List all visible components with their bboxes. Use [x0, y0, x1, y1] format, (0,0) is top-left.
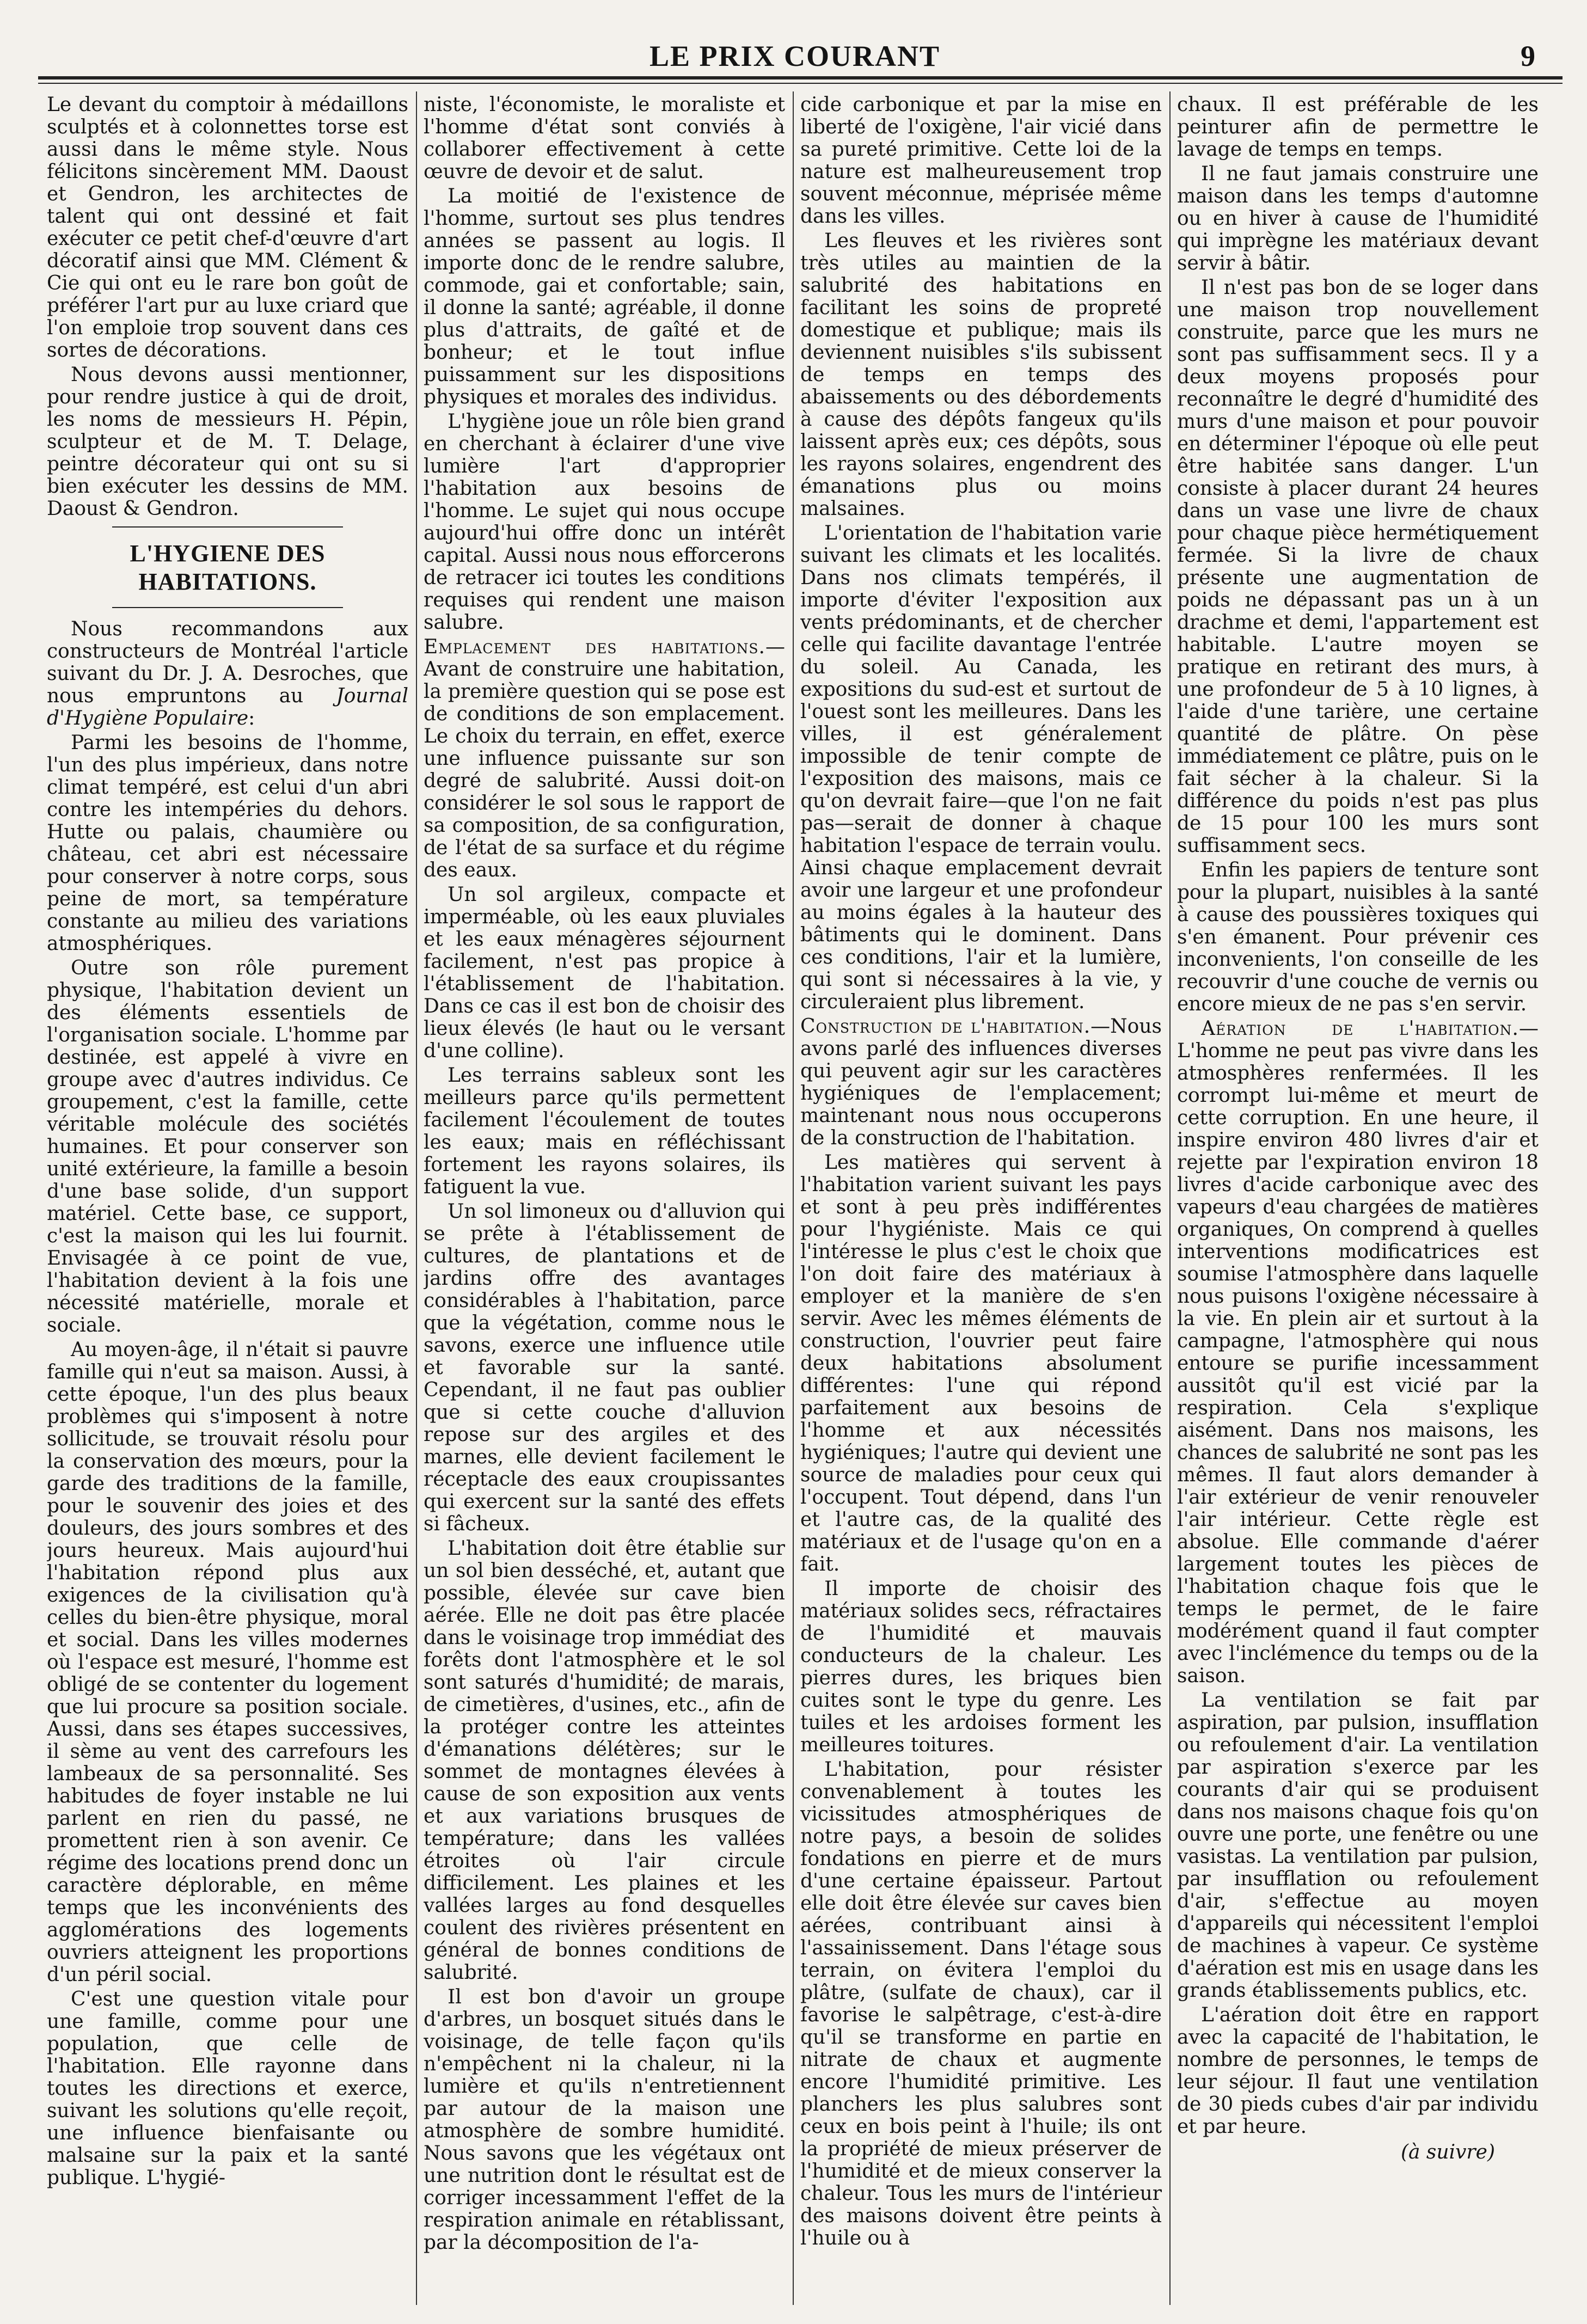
paragraph: [424, 636, 785, 881]
paragraph: Les matières qui servent à l'habitation varient suivant les pays et sont à peu près indifférentes pour l'hygiéniste. Mais ce qui l'intéresse le plus c'est le choix que l'on doit faire des matériaux à employer et la manière de s'en servir. Avec les mêmes éléments de construction, l'ouvrier peut faire deux habitations absolument différentes: l'une qui répond parfaitement aux besoins de l'homme et aux nécessités hygiéniques; l'autre qui devient une source de maladies pour ceux qui l'occupent. Tout dépend, dans l'un et l'autre cas, de la qualité des matériaux et de l'usage qu'on en a fait.: [800, 1151, 1162, 1575]
paragraph: Il n'est pas bon de se loger dans une maison trop nouvellement construite, parce que les murs ne sont pas suffisamment secs. Il y a deux moyens proposés pour reconnaître le degré d'humidité des murs d'une maison et pour pouvoir en déterminer l'époque où elle peut être habitée sans danger. L'un consiste à placer durant 24 heures dans un vase une livre de chaux pour chaque pièce hermétiquement fermée. Si la livre de chaux présente une augmentation de poids ne dépassant pas un à un drachme et demi, l'appartement est habitable. L'autre moyen se pratique en retirant des murs, à une profondeur de 5 à 10 lignes, à l'aide d'une tarière, une certaine quantité de plâtre. On pèse immédiatement ce plâtre, puis on le fait sécher à la chaleur. Si la différence du poids n'est pas plus de 15 pour 100 les murs sont suffisamment secs.: [1177, 277, 1539, 857]
section-divider: [112, 607, 343, 608]
column-divider: [1169, 91, 1171, 2305]
column-4: [1177, 94, 1539, 2304]
masthead-rule-thick: [38, 76, 1563, 79]
article-headline: L'HYGIENE DES HABITATIONS.: [130, 540, 326, 595]
text-run: —Nous avons parlé des influences diverses qui peuvent agir sur les caractères hygiéniques de l'emplacement; maintenant nous nous occuperons de la construction de l'habitation.: [800, 1015, 1162, 1149]
paragraph: La ventilation se fait par aspiration, par pulsion, insufflation ou refoulement d'air. La ventilation par aspiration s'exerce par les courants d'air qui se produisent dans nos maisons chaque fois qu'on ouvre une porte, une fenêtre ou une vasistas. La ventilation par pulsion, par insufflation ou refoulement d'air, s'effectue au moyen d'appareils qui nécessitent l'emploi de machines à vapeur. Ce système d'aération est mis en usage dans les grands établissements publics, etc.: [1177, 1689, 1539, 2002]
paragraph: Outre son rôle purement physique, l'habitation devient un des éléments essentiels de l'organisation sociale. L'homme par destinée, est appelé à vivre en groupe avec d'autres individus. Ce groupement, c'est la famille, cette véritable molécule des sociétés humaines. Et pour conserver son unité extérieure, la famille a besoin d'une base solide, d'un support matériel. Cette base, ce support, c'est la maison qui les lui fournit. Envisagée à ce point de vue, l'habitation devient à la fois une nécessité matérielle, morale et sociale.: [47, 957, 408, 1336]
text-run: —Avant de construire une habitation, la première question qui se pose est de conditions de son emplacement. Le choix du terrain, en effet, exerce une influence puissante sur son degré de salubrité. Aussi doit-on considérer le sol sous le rapport de sa composition, de sa configuration, de l'état de sa surface et du régime des eaux.: [424, 636, 785, 881]
paragraph: Nous devons aussi mentionner, pour rendre justice à qui de droit, les noms de messieurs H. Pépin, sculpteur et de M. T. Delage, peintre décorateur qui ont su si bien exécuter les dessins de MM. Daoust & Gendron.: [47, 364, 408, 520]
paragraph: L'hygiène joue un rôle bien grand en cherchant à éclairer d'une vive lumière l'art d'approprier l'habitation aux besoins de l'homme. Le sujet qui nous occupe aujourd'hui offre donc un intérêt capital. Aussi nous nous efforcerons de retracer ici toutes les conditions requises qui rendent une maison salubre.: [424, 410, 785, 634]
paragraph: C'est une question vitale pour une famille, comme pour une population, que celle de l'habitation. Elle rayonne dans toutes les directions et exerce, suivant les solutions qu'elle reçoit, une influence bienfaisante ou malsaine sur la paix et la santé publique. L'hygié-: [47, 1988, 408, 2189]
subheading: Aération de l'habitation.: [1201, 1017, 1519, 1040]
paragraph: Enfin les papiers de tenture sont pour la plupart, nuisibles à la santé à cause des poussières toxiques qui s'en émanent. Pour prévenir ces inconvenients, l'on conseille de les recouvrir d'une couche de vernis ou encore mieux de ne pas s'en servir.: [1177, 859, 1539, 1015]
paragraph: cide carbonique et par la mise en liberté de l'oxigène, l'air vicié dans sa pureté primitive. Cette loi de la nature est malheureusement trop souvent méconnue, méprisée même dans les villes.: [800, 94, 1162, 228]
paragraph: niste, l'économiste, le moraliste et l'homme d'état sont conviés à collaborer effectivement à cette œuvre de devoir et de salut.: [424, 94, 785, 183]
paragraph: L'habitation, pour résister convenablement à toutes les vicissitudes atmosphériques de notre pays, a besoin de solides fondations en pierre et de murs d'une certaine épaisseur. Partout elle doit être élevée sur caves bien aérées, contribuant ainsi à l'assainissement. Dans l'étage sous terrain, on évitera l'emploi du plâtre, (sulfate de chaux), car il favorise le salpêtrage, c'est-à-dire qu'il se transforme en partie en nitrate de chaux et augmente encore l'humidité primitive. Les planchers les plus salubres sont ceux en bois peint à l'huile; ils ont la propriété de mieux préserver de l'humidité et de mieux conserver la chaleur. Tous les murs de l'intérieur des maisons doivent être peints à l'huile ou à: [800, 1758, 1162, 2249]
paragraph: Le devant du comptoir à médaillons sculptés et à colonnettes torse est aussi dans le même style. Nous félicitons sincèrement MM. Daoust et Gendron, les architectes de talent qui ont dessiné et fait exécuter ce petit chef-d'œuvre d'art décoratif ainsi que MM. Clément & Cie qui ont eu le rare bon goût de préférer l'art pur au luxe criard que l'on emploie trop souvent dans ces sortes de décorations.: [47, 94, 408, 361]
paragraph: La moitié de l'existence de l'homme, surtout ses plus tendres années se passent au logis. Il importe donc de le rendre salubre, commode, gai et confortable; sain, il donne la santé; agréable, il donne plus d'attraits, de gaîté et de bonheur; et le tout influe puissamment sur les dispositions physiques et morales des individus.: [424, 185, 785, 408]
masthead-rule-thin: [38, 83, 1563, 84]
paragraph: Au moyen-âge, il n'était si pauvre famille qui n'eut sa maison. Aussi, à cette époque, l'un des plus beaux problèmes qui s'imposent à notre sollicitude, se trouvait résolu pour la conservation des mœurs, pour la garde des traditions de la famille, pour le souvenir des joies et des douleurs, des jours sombres et des jours heureux. Mais aujourd'hui l'habitation répond plus aux exigences de la civilisation qu'à celles du bien-être physique, moral et social. Dans les villes modernes où l'espace est mesuré, l'homme est obligé de se contenter du logement que lui procure sa position sociale. Aussi, dans ses étapes successives, il sème au vent des carrefours les lambeaux de sa personnalité. Ses habitudes de foyer instable ne lui parlent en rien du passé, ne promettent rien à son avenir. Ce régime des locations prend donc un caractère déplorable, en même temps que les inconvénients des agglomérations des logements ouvriers atteignent les proportions d'un péril social.: [47, 1339, 408, 1986]
newspaper-title: LE PRIX COURANT: [649, 40, 941, 72]
paragraph: Parmi les besoins de l'homme, l'un des plus impérieux, dans notre climat tempéré, est celui d'un abri contre les intempéries du dehors. Hutte ou palais, chaumière ou château, cet abri est nécessaire pour conserver à notre corps, sous peine de mort, sa température constante au milieu des variations atmosphériques.: [47, 732, 408, 955]
paragraph: Les terrains sableux sont les meilleurs parce qu'ils permettent facilement l'écoulement de toutes les eaux; mais en réfléchissant fortement les rayons solaires, ils fatiguent la vue.: [424, 1064, 785, 1198]
masthead: [33, 15, 1557, 81]
paragraph: L'aération doit être en rapport avec la capacité de l'habitation, le nombre de personnes, le temps de leur séjour. Il faut une ventilation de 30 pieds cubes d'air par individu et par heure.: [1177, 2004, 1539, 2138]
paragraph: Il importe de choisir des matériaux solides secs, réfractaires de l'humidité et mauvais conducteurs de la chaleur. Les pierres dures, les briques bien cuites sont le type du genre. Les tuiles et les ardoises forment les meilleures toitures.: [800, 1578, 1162, 1756]
to-be-continued: (à suivre): [1400, 2141, 1495, 2163]
section-divider: [112, 526, 343, 528]
text-run: —L'homme ne peut pas vivre dans les atmosphères renfermées. Il les corrompt lui-même et meurt de cette corruption. En une heure, il inspire environ 480 livres d'air et rejette par l'expiration environ 18 livres d'acide carbonique avec des vapeurs d'eau chargées de matières organiques, On comprend à quelles interventions modificatrices est soumise l'atmosphère dans laquelle nous puisons l'oxigène nécessaire à la vie. En plein air et surtout à la campagne, l'atmosphère qui nous entoure se purifie incessamment aussitôt qu'il est vicié par la respiration. Cela s'explique aisément. Dans nos maisons, les chances de salubrité ne sont pas les mêmes. Il faut alors demander à l'air extérieur de venir renouveler l'air intérieur. Cette règle est absolue. Elle commande d'aérer largement toutes les pièces de l'habitation chaque fois que le temps le permet, de le faire modérément quand il faut compter avec l'inclémence du temps ou de la saison.: [1177, 1017, 1539, 1687]
paragraph: Il ne faut jamais construire une maison dans les temps d'automne ou en hiver à cause de l'humidité qui imprègne les matériaux devant servir à bâtir.: [1177, 163, 1539, 274]
paragraph: Un sol limoneux ou d'alluvion qui se prête à l'établissement de cultures, de plantations et de jardins offre des avantages considérables à l'habitation, parce que la végétation, comme nous le savons, exerce une influence utile et favorable sur la santé. Cependant, il ne faut pas oublier que si cette couche d'alluvion repose sur des argiles et des marnes, elle devient facilement le réceptacle des eaux croupissantes qui exercent sur la santé des effets si fâcheux.: [424, 1200, 785, 1535]
page-number: 9: [1521, 40, 1535, 72]
paragraph: [47, 618, 408, 729]
paragraph: L'orientation de l'habitation varie suivant les climats et les localités. Dans nos climats tempérés, il importe d'éviter l'exposition aux vents prédominants, et de chercher celle qui facilite davantage l'entrée du soleil. Au Canada, les expositions du sud-est et surtout de l'ouest sont les meilleures. Dans les villes, il est généralement impossible de tenir compte de l'exposition des maisons, mais ce qu'on devrait faire—que l'on ne fait pas—serait de donner à chaque habitation l'espace de terrain voulu. Ainsi chaque emplacement devrait avoir une largeur et une profondeur au moins égales à la hauteur des bâtiments qui le dominent. Dans ces conditions, l'air et la lumière, qui sont si nécessaires à la vie, y circuleraient plus librement.: [800, 522, 1162, 1013]
text-run: Nous recommandons aux constructeurs de Montréal l'article suivant du Dr. J. A. Desroches, que nous empruntons au: [47, 618, 408, 707]
paragraph: chaux. Il est préférable de les peinturer afin de permettre le lavage de temps en temps.: [1177, 94, 1539, 161]
paragraph: Il est bon d'avoir un groupe d'arbres, un bosquet situés dans le voisinage, de telle façon qu'ils n'empêchent ni la chaleur, ni la lumière et qu'ils n'entretiennent par autour de la maison une atmosphère de sombre humidité. Nous savons que les végétaux ont une nutrition dont le résultat est de corriger incessamment l'effet de la respiration animale en rétablissant, par la décomposition de l'a-: [424, 1986, 785, 2254]
column-3: [800, 94, 1162, 2304]
paragraph: [1177, 1017, 1539, 1687]
paragraph: L'habitation doit être établie sur un sol bien desséché, et, autant que possible, élevée sur cave bien aérée. Elle ne doit pas être placée dans le voisinage trop immédiat des forêts dont l'atmosphère et le sol sont saturés d'humidité; de marais, de cimetières, d'usines, etc., afin de la protéger contre les atteintes d'émanations délétères; sur le sommet de montagnes élevées à cause de son exposition aux vents et aux variations brusques de température; dans les vallées étroites où l'air circule difficilement. Les plaines et les vallées larges au fond desquelles coulent des rivières présentent en général de bonnes conditions de salubrité.: [424, 1537, 785, 1984]
paragraph: Les fleuves et les rivières sont très utiles au maintien de la salubrité des habitations en facilitant les soins de propreté domestique et publique; mais ils deviennent nuisibles s'ils subissent de temps en temps des abaissements ou des débordements à cause des dépôts fangeux qu'ils laissent après eux; ces dépôts, sous les rayons solaires, engendrent des émanations plus ou moins malsaines.: [800, 230, 1162, 520]
subheading: Construction de l'habitation.: [800, 1015, 1091, 1038]
text-run: :: [248, 707, 255, 729]
column-divider: [793, 91, 794, 2305]
paragraph: Un sol argileux, compacte et imperméable, où les eaux pluviales et les eaux ménagères séjournent facilement, n'est pas propice à l'établissement de l'habitation. Dans ce cas il est bon de choisir des lieux élevés (le haut ou le versant d'une colline).: [424, 884, 785, 1062]
subheading: Emplacement des habitations.: [424, 636, 765, 658]
column-2: [424, 94, 785, 2304]
paragraph: [800, 1015, 1162, 1149]
column-divider: [416, 91, 417, 2305]
column-1: [47, 94, 408, 2304]
journal-title: Journal d'Hygiène Populaire: [47, 685, 408, 729]
